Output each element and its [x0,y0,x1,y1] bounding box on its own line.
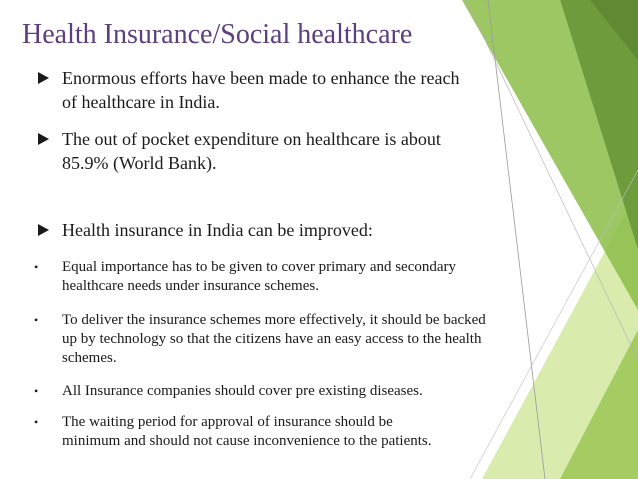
sub-bullet-item [34,311,499,368]
bullet-item [38,66,478,114]
dot-bullet-icon: • [34,260,39,274]
dot-bullet-icon: • [34,313,39,327]
sub-bullet-text: To deliver the insurance schemes more effectively, it should be backed up by technology so that the citizens have an easy access to the health schemes. [62,312,486,366]
bullet-text: The out of pocket expenditure on healthcare is about 85.9% (World Bank). [62,129,441,173]
bullet-item [38,218,478,242]
dot-bullet-icon: • [34,415,39,429]
arrow-bullet-icon [38,133,49,145]
dot-bullet-icon: • [34,384,39,398]
sub-bullet-item [34,413,454,451]
sub-bullet-text: Equal importance has to be given to cover primary and secondary healthcare needs under insurance schemes. [62,259,457,294]
sub-bullet-text: The waiting period for approval of insurance should be minimum and should not cause inconvenience to the patients. [62,414,432,449]
sub-bullet-text: All Insurance companies should cover pre existing diseases. [62,383,423,399]
arrow-bullet-icon [38,72,49,84]
slide-title: Health Insurance/Social healthcare [22,19,413,50]
arrow-bullet-icon [38,224,49,236]
sub-bullet-item [34,258,474,296]
sub-bullet-item [34,382,504,401]
bullet-text: Enormous efforts have been made to enhance the reach of healthcare in India. [62,68,460,112]
bullet-item [38,127,478,175]
bullet-text: Health insurance in India can be improved: [62,220,373,240]
